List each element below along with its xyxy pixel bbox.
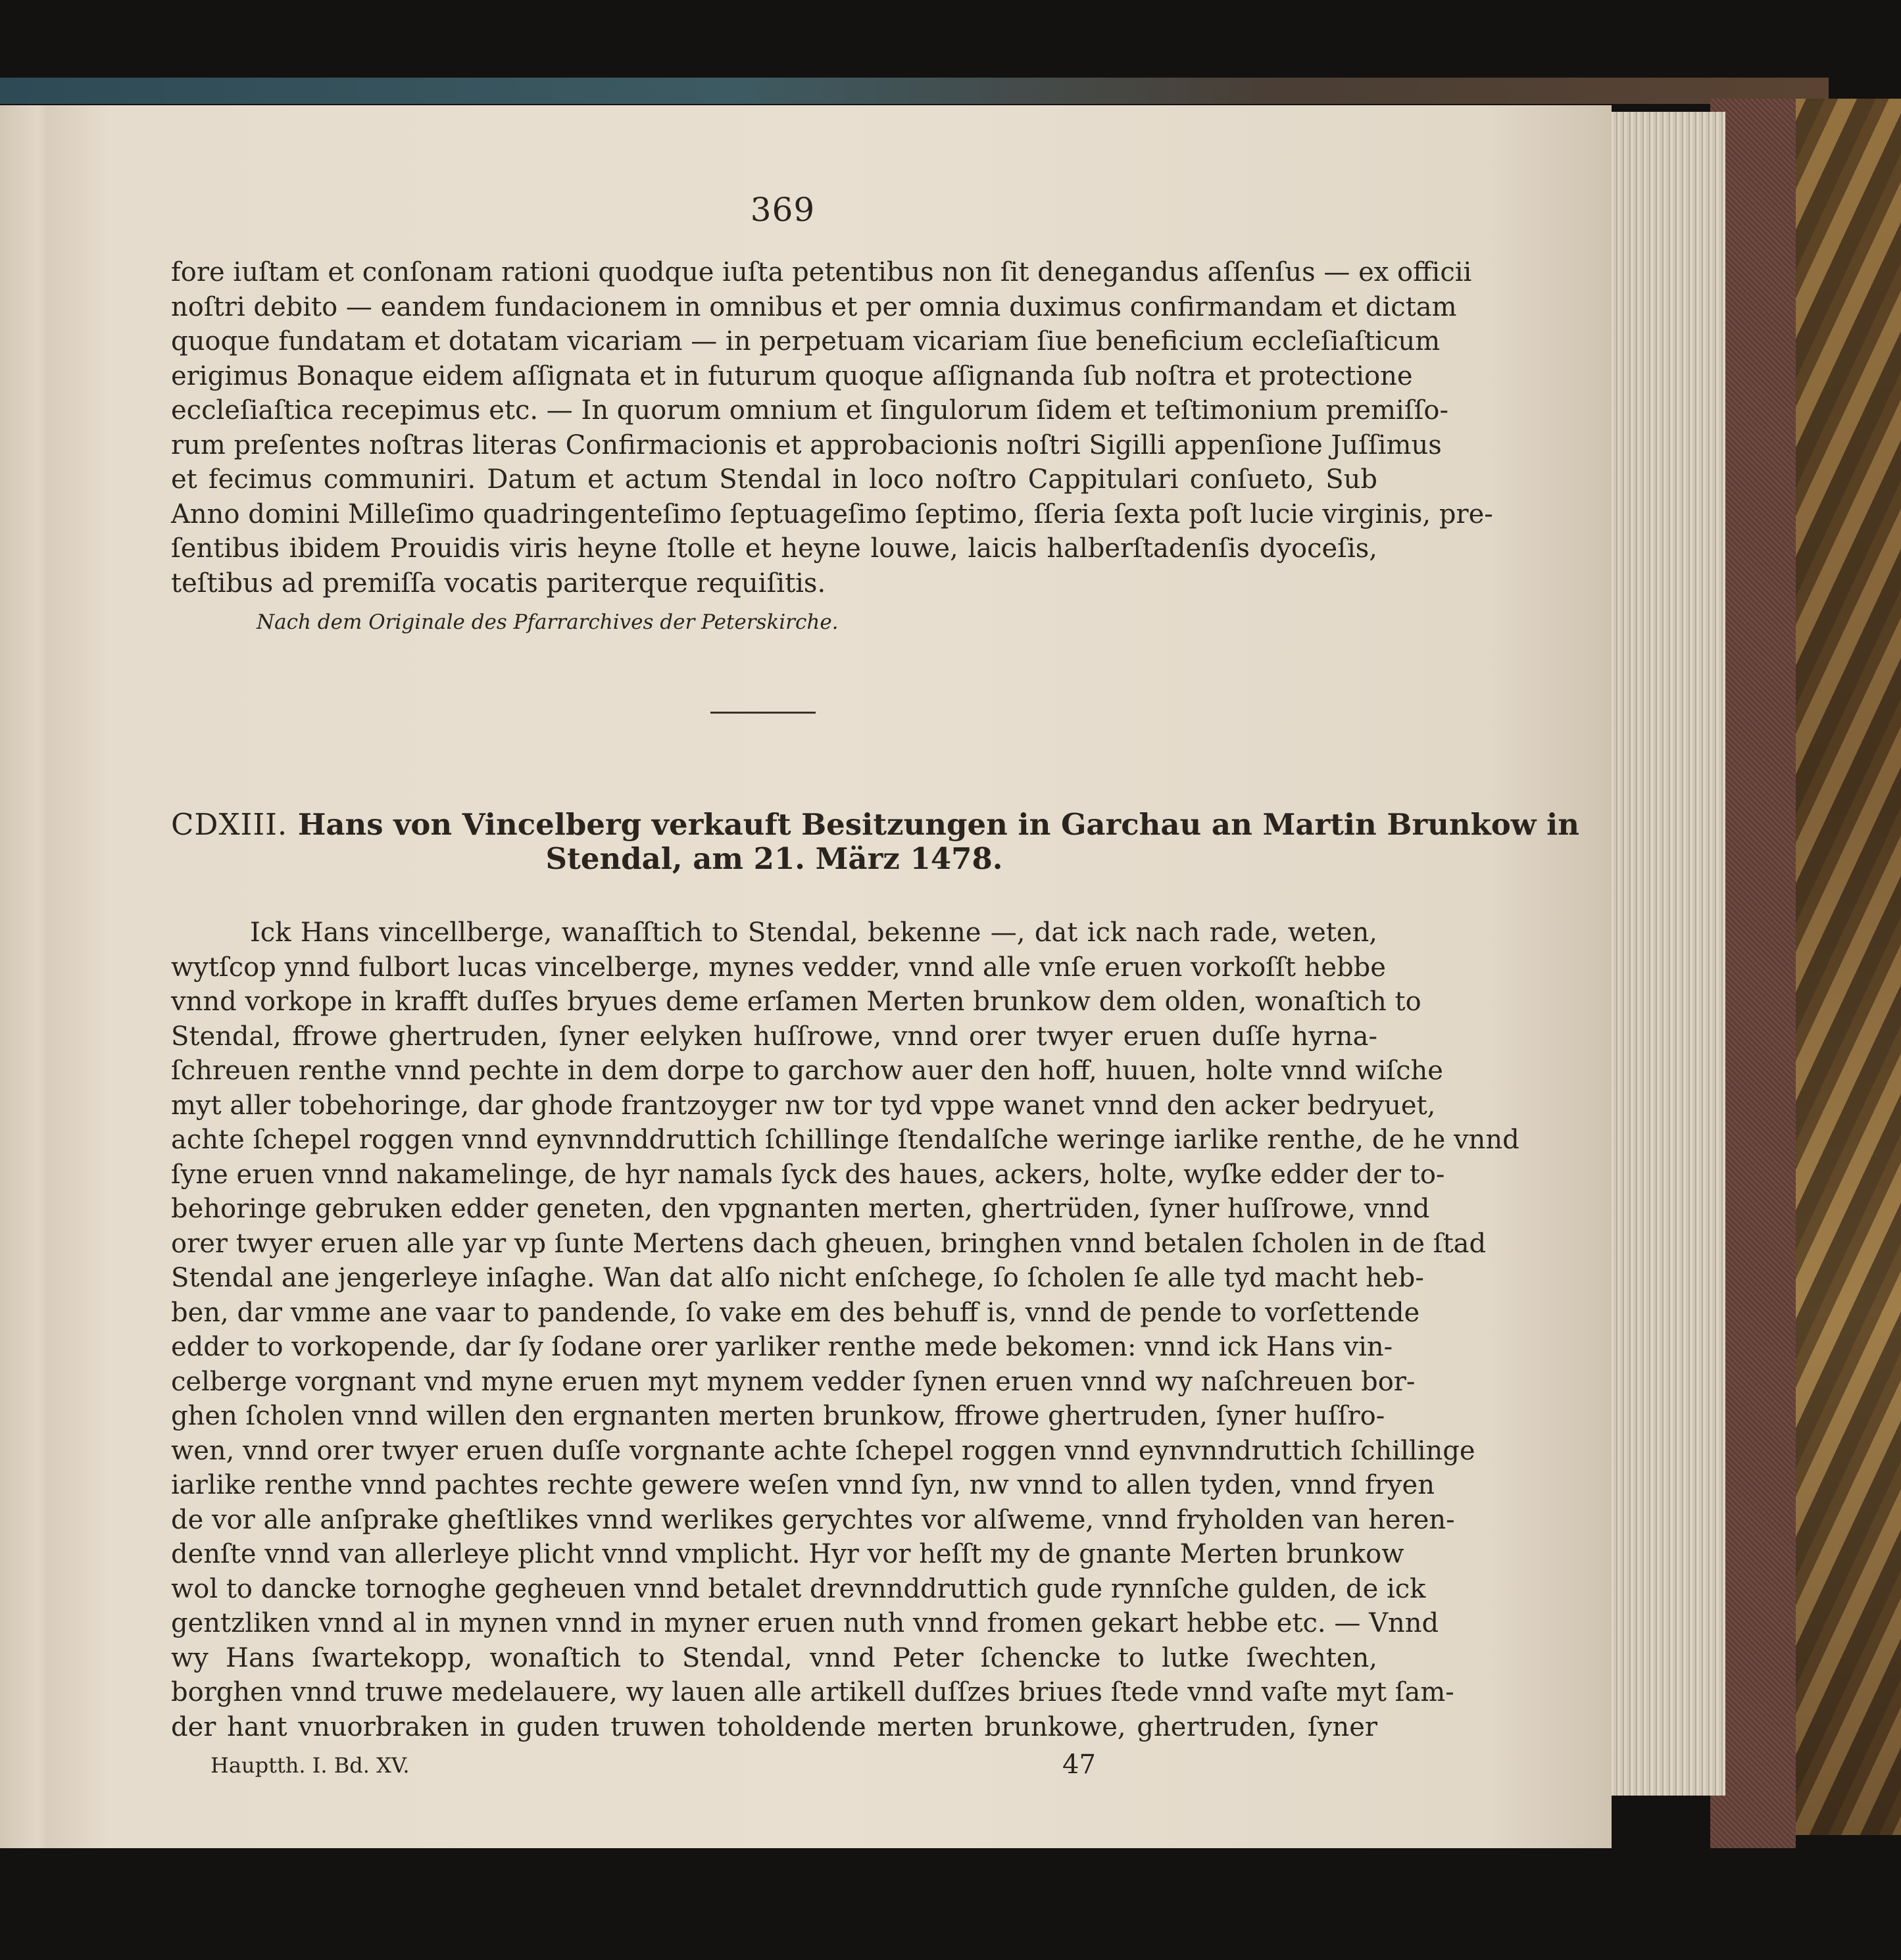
text-line: teſtibus ad premiſſa vocatis pariterque requiſitis.: [171, 568, 826, 599]
text-line: behoringe gebruken edder geneten, den vpgnanten merten, ghertrüden, ſyner huſſrowe, vnnd: [171, 1194, 1430, 1224]
text-line: de vor alle anſprake gheſtlikes vnnd werlikes gerychtes vor alſweme, vnnd fryholden van heren-: [171, 1504, 1455, 1535]
page-edges: [1592, 112, 1725, 1796]
text-line: der hant vnuorbraken in guden truwen toholdende merten brunkowe, ghertruden, ſyner: [171, 1711, 1377, 1742]
section-divider: [710, 712, 816, 714]
book-cover-edge: [0, 78, 1829, 104]
text-line: ghen ſcholen vnnd willen den ergnanten merten brunkow, ffrowe ghertruden, ſyner huſſro-: [171, 1401, 1385, 1431]
footer-signature: Hauptth. I. Bd. XV.: [210, 1753, 410, 1778]
text-line: fore iuſtam et conſonam rationi quodque iuſta petentibus non ſit denegandus aſſenſus — ex officii: [171, 257, 1472, 287]
text-line: wytſcop ynnd fulbort lucas vincelberge, mynes vedder, vnnd alle vnſe eruen vorkoſſt hebbe: [171, 952, 1386, 983]
text-line: erigimus Bonaque eidem aſſignata et in futurum quoque aſſignanda ſub noſtra et protectione: [171, 360, 1413, 391]
text-line: eccleſiaſtica recepimus etc. — In quorum omnium et ſingulorum ſidem et teſtimonium premiſſo-: [171, 395, 1449, 426]
main-paragraph: [171, 916, 1519, 1744]
top-paragraph: [171, 255, 1493, 600]
text-line: Stendal ane jengerleye inſaghe. Wan dat alſo nicht enſchege, ſo ſcholen ſe alle tyd macht heb-: [171, 1263, 1424, 1293]
text-line: vnnd vorkope in krafft duſſes bryues deme erſamen Merten brunkow dem olden, wonaſtich to: [171, 987, 1421, 1017]
text-line: gentzliken vnnd al in mynen vnnd in myner eruen nuth vnnd fromen gekart hebbe etc. — Vnnd: [171, 1608, 1439, 1638]
text-line: celberge vorgnant vnd myne eruen myt mynem vedder ſynen eruen vnnd wy naſchreuen bor-: [171, 1366, 1416, 1397]
text-line: borghen vnnd truwe medelauere, wy lauen alle artikell duſſzes briues ſtede vnnd vaſte myt ſam-: [171, 1677, 1454, 1707]
text-line: Ick Hans vincellberge, wanaſſtich to Stendal, bekenne —, dat ick nach rade, weten,: [250, 918, 1377, 948]
text-line: ſentibus ibidem Prouidis viris heyne ſtolle et heyne louwe, laicis halberſtadenſis dyoceſis,: [171, 533, 1377, 564]
text-line: Anno domini Milleſimo quadringenteſimo ſeptuageſimo ſeptimo, ſſeria ſexta poſt lucie virginis, pre-: [171, 499, 1493, 529]
text-line: ben, dar vmme ane vaar to pandende, ſo vake em des behuff is, vnnd de pende to vorſettende: [171, 1297, 1420, 1328]
text-line: wol to dancke tornoghe gegheuen vnnd betalet drevnnddruttich gude rynnſche gulden, de ick: [171, 1573, 1426, 1604]
text-line: et fecimus communiri. Datum et actum Stendal in loco noſtro Cappitulari conſueto, Sub: [171, 464, 1377, 495]
text-line: iarlike renthe vnnd pachtes rechte gewere weſen vnnd ſyn, nw vnnd to allen tyden, vnnd fryen: [171, 1470, 1435, 1500]
text-line: achte ſchepel roggen vnnd eynvnnddruttich ſchillinge ſtendalſche weringe iarlike renthe, de he vnnd: [171, 1125, 1519, 1155]
text-line: rum preſentes noſtras literas Confirmacionis et approbacionis noſtri Sigilli appenſione Juſſimus: [171, 429, 1442, 460]
text-line: wy Hans ſwartekopp, wonaſtich to Stendal, vnnd Peter ſchencke to lutke ſwechten,: [171, 1642, 1377, 1673]
text-line: noſtri debito — eandem fundacionem in omnibus et per omnia duximus confirmandam et dictam: [171, 291, 1457, 322]
text-line: wen, vnnd orer twyer eruen duſſe vorgnante achte ſchepel roggen vnnd eynvnndruttich ſchillinge: [171, 1435, 1475, 1466]
text-line: myt aller tobehoringe, dar ghode frantzoyger nw tor tyd vppe wanet vnnd den acker bedryuet,: [171, 1090, 1436, 1121]
text-line: edder to vorkopende, dar ſy ſodane orer yarliker renthe mede bekomen: vnnd ick Hans vin-: [171, 1332, 1393, 1362]
footer-sheet-number: 47: [1062, 1750, 1096, 1780]
text-line: orer twyer eruen alle yar vp ſunte Mertens dach gheuen, bringhen vnnd betalen ſcholen in de ſtad: [171, 1228, 1487, 1259]
heading-title-line1: Hans von Vincelberg verkauft Besitzungen in Garchau an Martin Brunkow in: [297, 807, 1579, 842]
heading-title-line2: Stendal, am 21. März 1478.: [545, 841, 1003, 876]
text-line: denſte vnnd van allerleye plicht vnnd vmplicht. Hyr vor heſſt my de gnante Merten brunkow: [171, 1539, 1404, 1569]
document-number: CDXIII.: [171, 807, 288, 842]
text-line: ſchreuen renthe vnnd pechte in dem dorpe to garchow auer den hoff, huuen, holte vnnd wiſche: [171, 1056, 1443, 1086]
page-number: 369: [750, 191, 816, 229]
text-line: Stendal, ffrowe ghertruden, ſyner eelyken huſſrowe, vnnd orer twyer eruen duſſe hyrna-: [171, 1021, 1377, 1052]
book-page: [46, 105, 1612, 1848]
document-heading: [171, 807, 1579, 876]
text-line: quoque fundatam et dotatam vicariam — in perpetuam vicariam ſiue beneficium eccleſiaſticum: [171, 326, 1441, 356]
text-line: ſyne eruen vnnd nakamelinge, de hyr namals ſyck des haues, ackers, holte, wyſke edder der to-: [171, 1159, 1445, 1190]
source-note: Nach dem Originale des Pfarrarchives der Peterskirche.: [257, 610, 839, 634]
